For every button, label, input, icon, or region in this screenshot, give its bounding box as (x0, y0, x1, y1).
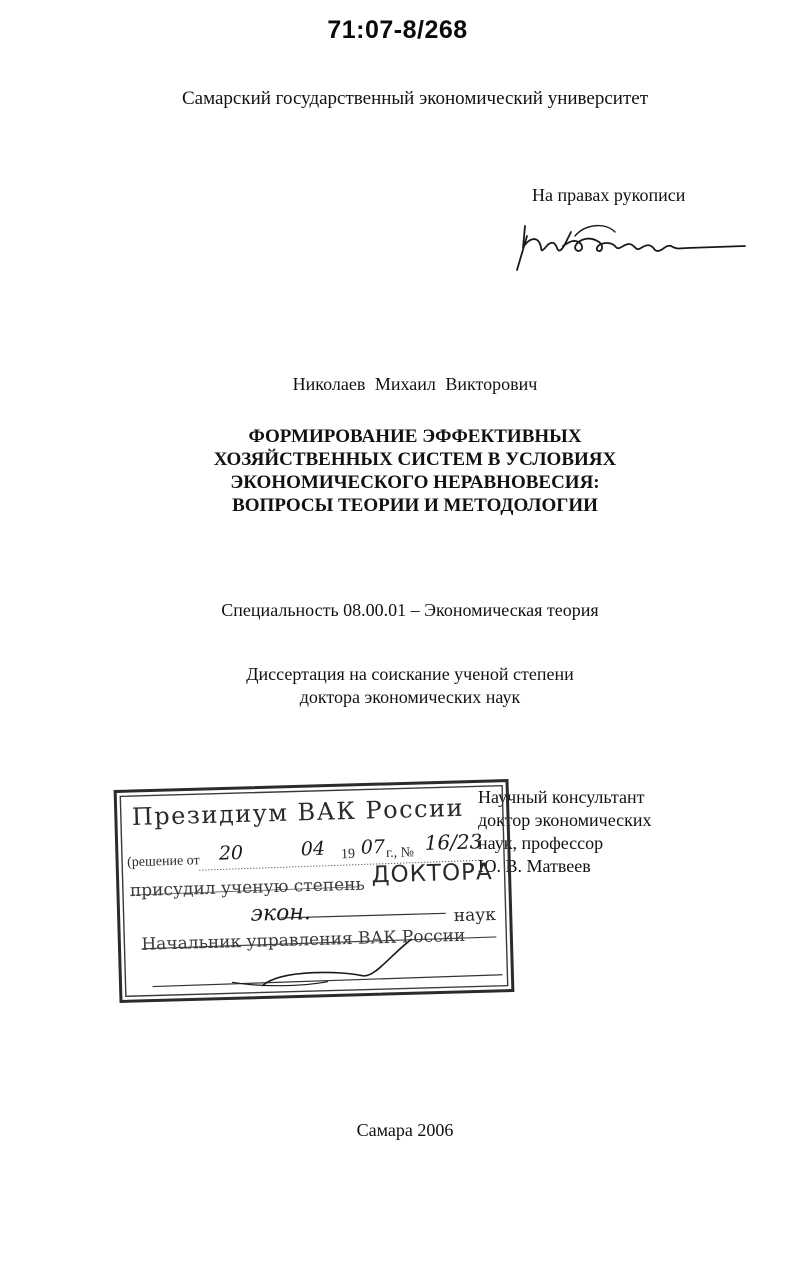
stamp-year-prefix: 19 (340, 846, 356, 863)
stamp-header: Президиум ВАК России (131, 793, 465, 832)
stamp-degree: ДОКТОРА (371, 859, 494, 889)
stamp-chief-label: Начальник управления ВАК России (141, 925, 466, 955)
stamp-decision-label: (решение от (126, 853, 200, 871)
stamp-awarded-label: присудил ученую степень (129, 874, 365, 902)
title-line: ВОПРОСЫ ТЕОРИИ И МЕТОДОЛОГИИ (232, 495, 598, 516)
archive-code: 71:07-8/268 (327, 16, 468, 44)
stamp-sciences-label: наук (453, 904, 497, 927)
university-name: Самарский государственный экономический университет (181, 88, 648, 109)
consultant-line: доктор экономических (478, 810, 652, 830)
title-line: ХОЗЯЙСТВЕННЫХ СИСТЕМ В УСЛОВИЯХ (213, 449, 617, 470)
author-signature (505, 218, 755, 273)
stamp-field: экон. (250, 900, 312, 927)
stamp-day: 20 (218, 841, 244, 865)
title-line: ЭКОНОМИЧЕСКОГО НЕРАВНОВЕСИЯ: (230, 472, 600, 493)
author-name: Николаев Михаил Викторович (292, 374, 538, 394)
consultant-line: Научный консультант (478, 787, 645, 807)
vak-stamp (107, 766, 521, 1015)
stamp-number-label: г., № (385, 845, 415, 861)
consultant-line: Ю. В. Матвеев (478, 856, 591, 876)
stamp-number: 16/23 (424, 829, 483, 855)
dissertation-degree (0, 663, 795, 709)
dissertation-line: доктора экономических наук (299, 687, 521, 707)
city-year: Самара 2006 (356, 1120, 454, 1140)
consultant-line: наук, профессор (478, 833, 604, 853)
stamp-month: 04 (300, 837, 326, 861)
stamp-year: 07 (360, 836, 386, 859)
dissertation-line: Диссертация на соискание ученой степени (246, 664, 574, 684)
manuscript-rights-label: На правах рукописи (532, 185, 686, 205)
title-line: ФОРМИРОВАНИЕ ЭФФЕКТИВНЫХ (248, 426, 582, 447)
specialty: Специальность 08.00.01 – Экономическая теория (221, 600, 599, 620)
dissertation-title (0, 425, 795, 517)
